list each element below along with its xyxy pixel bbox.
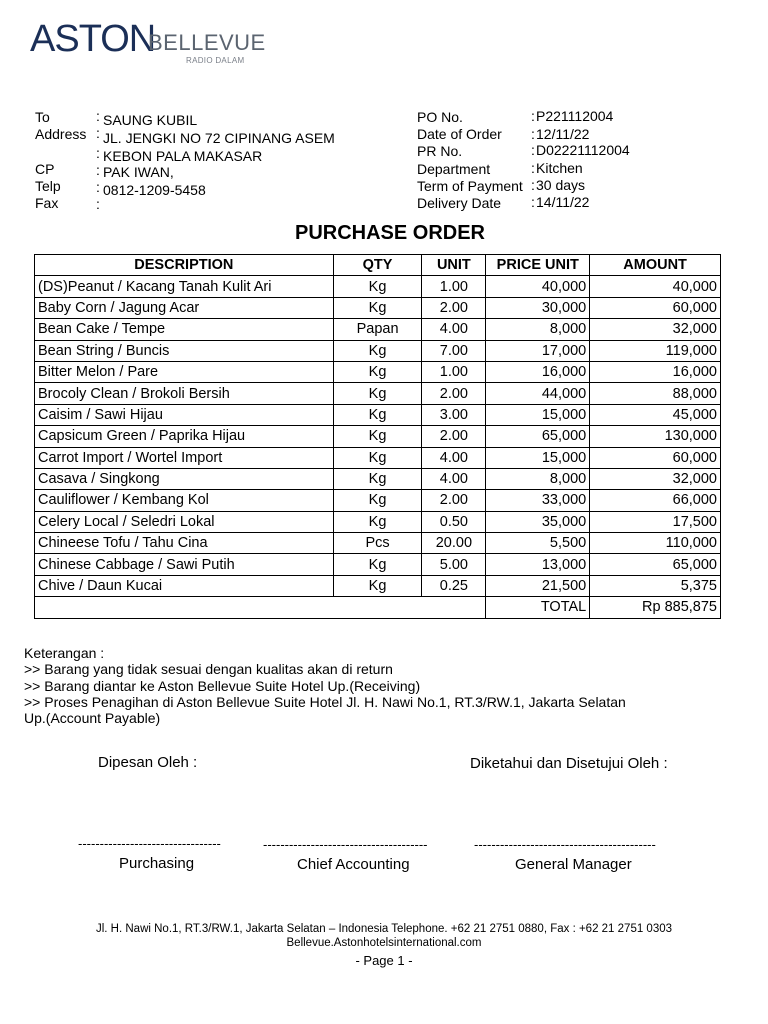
item-price-unit: 15,000 — [486, 447, 590, 468]
item-amount: 32,000 — [590, 319, 721, 340]
item-amount: 17,500 — [590, 511, 721, 532]
date-label: Date of Order — [417, 126, 502, 142]
note-line: >> Barang diantar ke Aston Bellevue Suite Hotel Up.(Receiving) — [24, 677, 421, 694]
item-unit-qty: 20.00 — [422, 533, 486, 554]
address-line1: JL. JENGKI NO 72 CIPINANG ASEM — [103, 130, 335, 146]
colon: : — [531, 194, 535, 210]
item-unit-qty: 2.00 — [422, 490, 486, 511]
telp-label: Telp — [35, 178, 61, 194]
to-label: To — [35, 109, 50, 125]
pr-label: PR No. — [417, 143, 463, 159]
item-price-unit: 40,000 — [486, 276, 590, 297]
item-description: Chinese Cabbage / Sawi Putih — [35, 554, 334, 575]
item-description: Cauliflower / Kembang Kol — [35, 490, 334, 511]
table-row — [35, 361, 721, 382]
col-description: DESCRIPTION — [35, 255, 334, 276]
to-value: SAUNG KUBIL — [103, 112, 198, 128]
table-row — [35, 511, 721, 532]
item-description: Brocoly Clean / Brokoli Bersih — [35, 383, 334, 404]
item-description: Baby Corn / Jagung Acar — [35, 297, 334, 318]
item-amount: 32,000 — [590, 468, 721, 489]
item-description: Casava / Singkong — [35, 468, 334, 489]
item-qty-unit: Kg — [333, 404, 422, 425]
item-qty-unit: Kg — [333, 490, 422, 511]
item-amount: 66,000 — [590, 490, 721, 511]
po-label: PO No. — [417, 109, 463, 125]
item-unit-qty: 0.25 — [422, 575, 486, 596]
table-row — [35, 340, 721, 361]
item-unit-qty: 4.00 — [422, 468, 486, 489]
item-price-unit: 17,000 — [486, 340, 590, 361]
date-value: 12/11/22 — [536, 126, 590, 142]
note-line: >> Barang yang tidak sesuai dengan kualitas akan di return — [24, 661, 393, 678]
item-unit-qty: 5.00 — [422, 554, 486, 575]
telp-value: 0812-1209-5458 — [103, 182, 206, 198]
approved-by-label: Diketahui dan Disetujui Oleh : — [470, 755, 668, 772]
term-value: 30 days — [536, 177, 586, 193]
notes — [24, 645, 626, 726]
colon: : — [531, 160, 535, 176]
purchasing-label: Purchasing — [119, 855, 195, 872]
item-unit-qty: 7.00 — [422, 340, 486, 361]
item-unit-qty: 2.00 — [422, 297, 486, 318]
colon: : — [96, 162, 100, 178]
item-description: Chineese Tofu / Tahu Cina — [35, 533, 334, 554]
ordered-by-label: Dipesan Oleh : — [98, 754, 198, 771]
po-value: P221112004 — [536, 108, 614, 124]
colon: : — [96, 125, 100, 141]
note-line: >> Proses Penagihan di Aston Bellevue Suite Hotel Jl. H. Nawi No.1, RT.3/RW.1, Jakarta Selatan — [24, 693, 626, 710]
total-value: Rp 885,875 — [590, 597, 721, 618]
item-unit-qty: 4.00 — [422, 447, 486, 468]
item-price-unit: 13,000 — [486, 554, 590, 575]
signature-line-chief-accounting: -------------------------------------- — [263, 837, 428, 852]
logo-brand: ASTON — [30, 18, 156, 60]
item-amount: 5,375 — [590, 575, 721, 596]
item-amount: 40,000 — [590, 276, 721, 297]
logo-location: RADIO DALAM — [186, 56, 245, 65]
order-table — [34, 254, 721, 619]
note-line: Up.(Account Payable) — [24, 710, 161, 727]
table-row — [35, 426, 721, 447]
footer-website: Bellevue.Astonhotelsinternational.com — [286, 937, 482, 949]
item-qty-unit: Kg — [333, 575, 422, 596]
col-unit: UNIT — [422, 255, 486, 276]
item-amount: 119,000 — [590, 340, 721, 361]
item-amount: 60,000 — [590, 447, 721, 468]
item-price-unit: 65,000 — [486, 426, 590, 447]
item-price-unit: 35,000 — [486, 511, 590, 532]
item-unit-qty: 2.00 — [422, 383, 486, 404]
order-info — [0, 0, 768, 230]
item-qty-unit: Kg — [333, 426, 422, 447]
item-price-unit: 16,000 — [486, 361, 590, 382]
fax-label: Fax — [35, 195, 59, 211]
table-row — [35, 276, 721, 297]
page-number: - Page 1 - — [355, 953, 413, 968]
item-price-unit: 5,500 — [486, 533, 590, 554]
item-description: Bitter Melon / Pare — [35, 361, 334, 382]
logo-sub: BELLEVUE — [148, 30, 266, 55]
general-manager-label: General Manager — [515, 856, 632, 873]
item-unit-qty: 2.00 — [422, 426, 486, 447]
item-qty-unit: Kg — [333, 468, 422, 489]
colon: : — [531, 126, 535, 142]
document-title: PURCHASE ORDER — [294, 222, 486, 244]
table-row — [35, 468, 721, 489]
colon: : — [531, 108, 535, 124]
department-value: Kitchen — [536, 160, 583, 176]
col-amount: AMOUNT — [590, 255, 721, 276]
col-qty: QTY — [333, 255, 422, 276]
item-qty-unit: Pcs — [333, 533, 422, 554]
table-row — [35, 554, 721, 575]
item-qty-unit: Kg — [333, 447, 422, 468]
table-row — [35, 533, 721, 554]
term-label: Term of Payment — [417, 178, 523, 194]
colon: : — [531, 142, 535, 158]
table-row — [35, 490, 721, 511]
col-price-unit: PRICE UNIT — [486, 255, 590, 276]
signature-line-general-manager: ------------------------------------------ — [474, 837, 656, 852]
total-label: TOTAL — [486, 597, 590, 618]
delivery-value: 14/11/22 — [536, 194, 590, 210]
item-amount: 130,000 — [590, 426, 721, 447]
item-amount: 16,000 — [590, 361, 721, 382]
address-label: Address — [35, 126, 87, 142]
colon: : — [96, 179, 100, 195]
item-qty-unit: Kg — [333, 276, 422, 297]
item-price-unit: 33,000 — [486, 490, 590, 511]
item-qty-unit: Papan — [333, 319, 422, 340]
item-description: Carrot Import / Wortel Import — [35, 447, 334, 468]
chief-accounting-label: Chief Accounting — [297, 856, 410, 873]
table-row — [35, 575, 721, 596]
item-amount: 65,000 — [590, 554, 721, 575]
notes-heading: Keterangan : — [24, 645, 105, 661]
pr-value: D02221112004 — [536, 142, 630, 158]
item-description: Chive / Daun Kucai — [35, 575, 334, 596]
item-description: Caisim / Sawi Hijau — [35, 404, 334, 425]
item-description: (DS)Peanut / Kacang Tanah Kulit Ari — [35, 276, 334, 297]
table-header-row — [35, 255, 721, 276]
item-description: Celery Local / Seledri Lokal — [35, 511, 334, 532]
table-row — [35, 404, 721, 425]
table-row — [35, 383, 721, 404]
address-line2: KEBON PALA MAKASAR — [103, 148, 263, 164]
item-description: Bean Cake / Tempe — [35, 319, 334, 340]
department-label: Department — [417, 161, 491, 177]
item-qty-unit: Kg — [333, 554, 422, 575]
table-row — [35, 319, 721, 340]
cp-label: CP — [35, 161, 55, 177]
item-description: Bean String / Buncis — [35, 340, 334, 361]
colon: : — [96, 108, 100, 124]
item-price-unit: 30,000 — [486, 297, 590, 318]
signature-line-purchasing: --------------------------------- — [78, 836, 221, 851]
item-unit-qty: 1.00 — [422, 276, 486, 297]
item-amount: 88,000 — [590, 383, 721, 404]
item-unit-qty: 1.00 — [422, 361, 486, 382]
item-qty-unit: Kg — [333, 340, 422, 361]
item-price-unit: 44,000 — [486, 383, 590, 404]
item-price-unit: 8,000 — [486, 468, 590, 489]
item-qty-unit: Kg — [333, 383, 422, 404]
table-row — [35, 447, 721, 468]
item-price-unit: 21,500 — [486, 575, 590, 596]
item-unit-qty: 4.00 — [422, 319, 486, 340]
item-price-unit: 8,000 — [486, 319, 590, 340]
item-amount: 110,000 — [590, 533, 721, 554]
total-spacer — [35, 597, 486, 618]
item-description: Capsicum Green / Paprika Hijau — [35, 426, 334, 447]
item-unit-qty: 0.50 — [422, 511, 486, 532]
colon: : — [96, 196, 100, 212]
item-qty-unit: Kg — [333, 511, 422, 532]
item-price-unit: 15,000 — [486, 404, 590, 425]
item-amount: 45,000 — [590, 404, 721, 425]
item-qty-unit: Kg — [333, 361, 422, 382]
item-amount: 60,000 — [590, 297, 721, 318]
footer-address: Jl. H. Nawi No.1, RT.3/RW.1, Jakarta Selatan – Indonesia Telephone. +62 21 2751 0880, Fax : +62 21 2751 0303 — [95, 923, 673, 935]
colon: : — [96, 145, 100, 161]
total-row — [35, 597, 721, 618]
item-qty-unit: Kg — [333, 297, 422, 318]
item-unit-qty: 3.00 — [422, 404, 486, 425]
cp-value: PAK IWAN, — [103, 164, 174, 180]
table-row — [35, 297, 721, 318]
delivery-label: Delivery Date — [417, 195, 502, 211]
colon: : — [531, 177, 535, 193]
